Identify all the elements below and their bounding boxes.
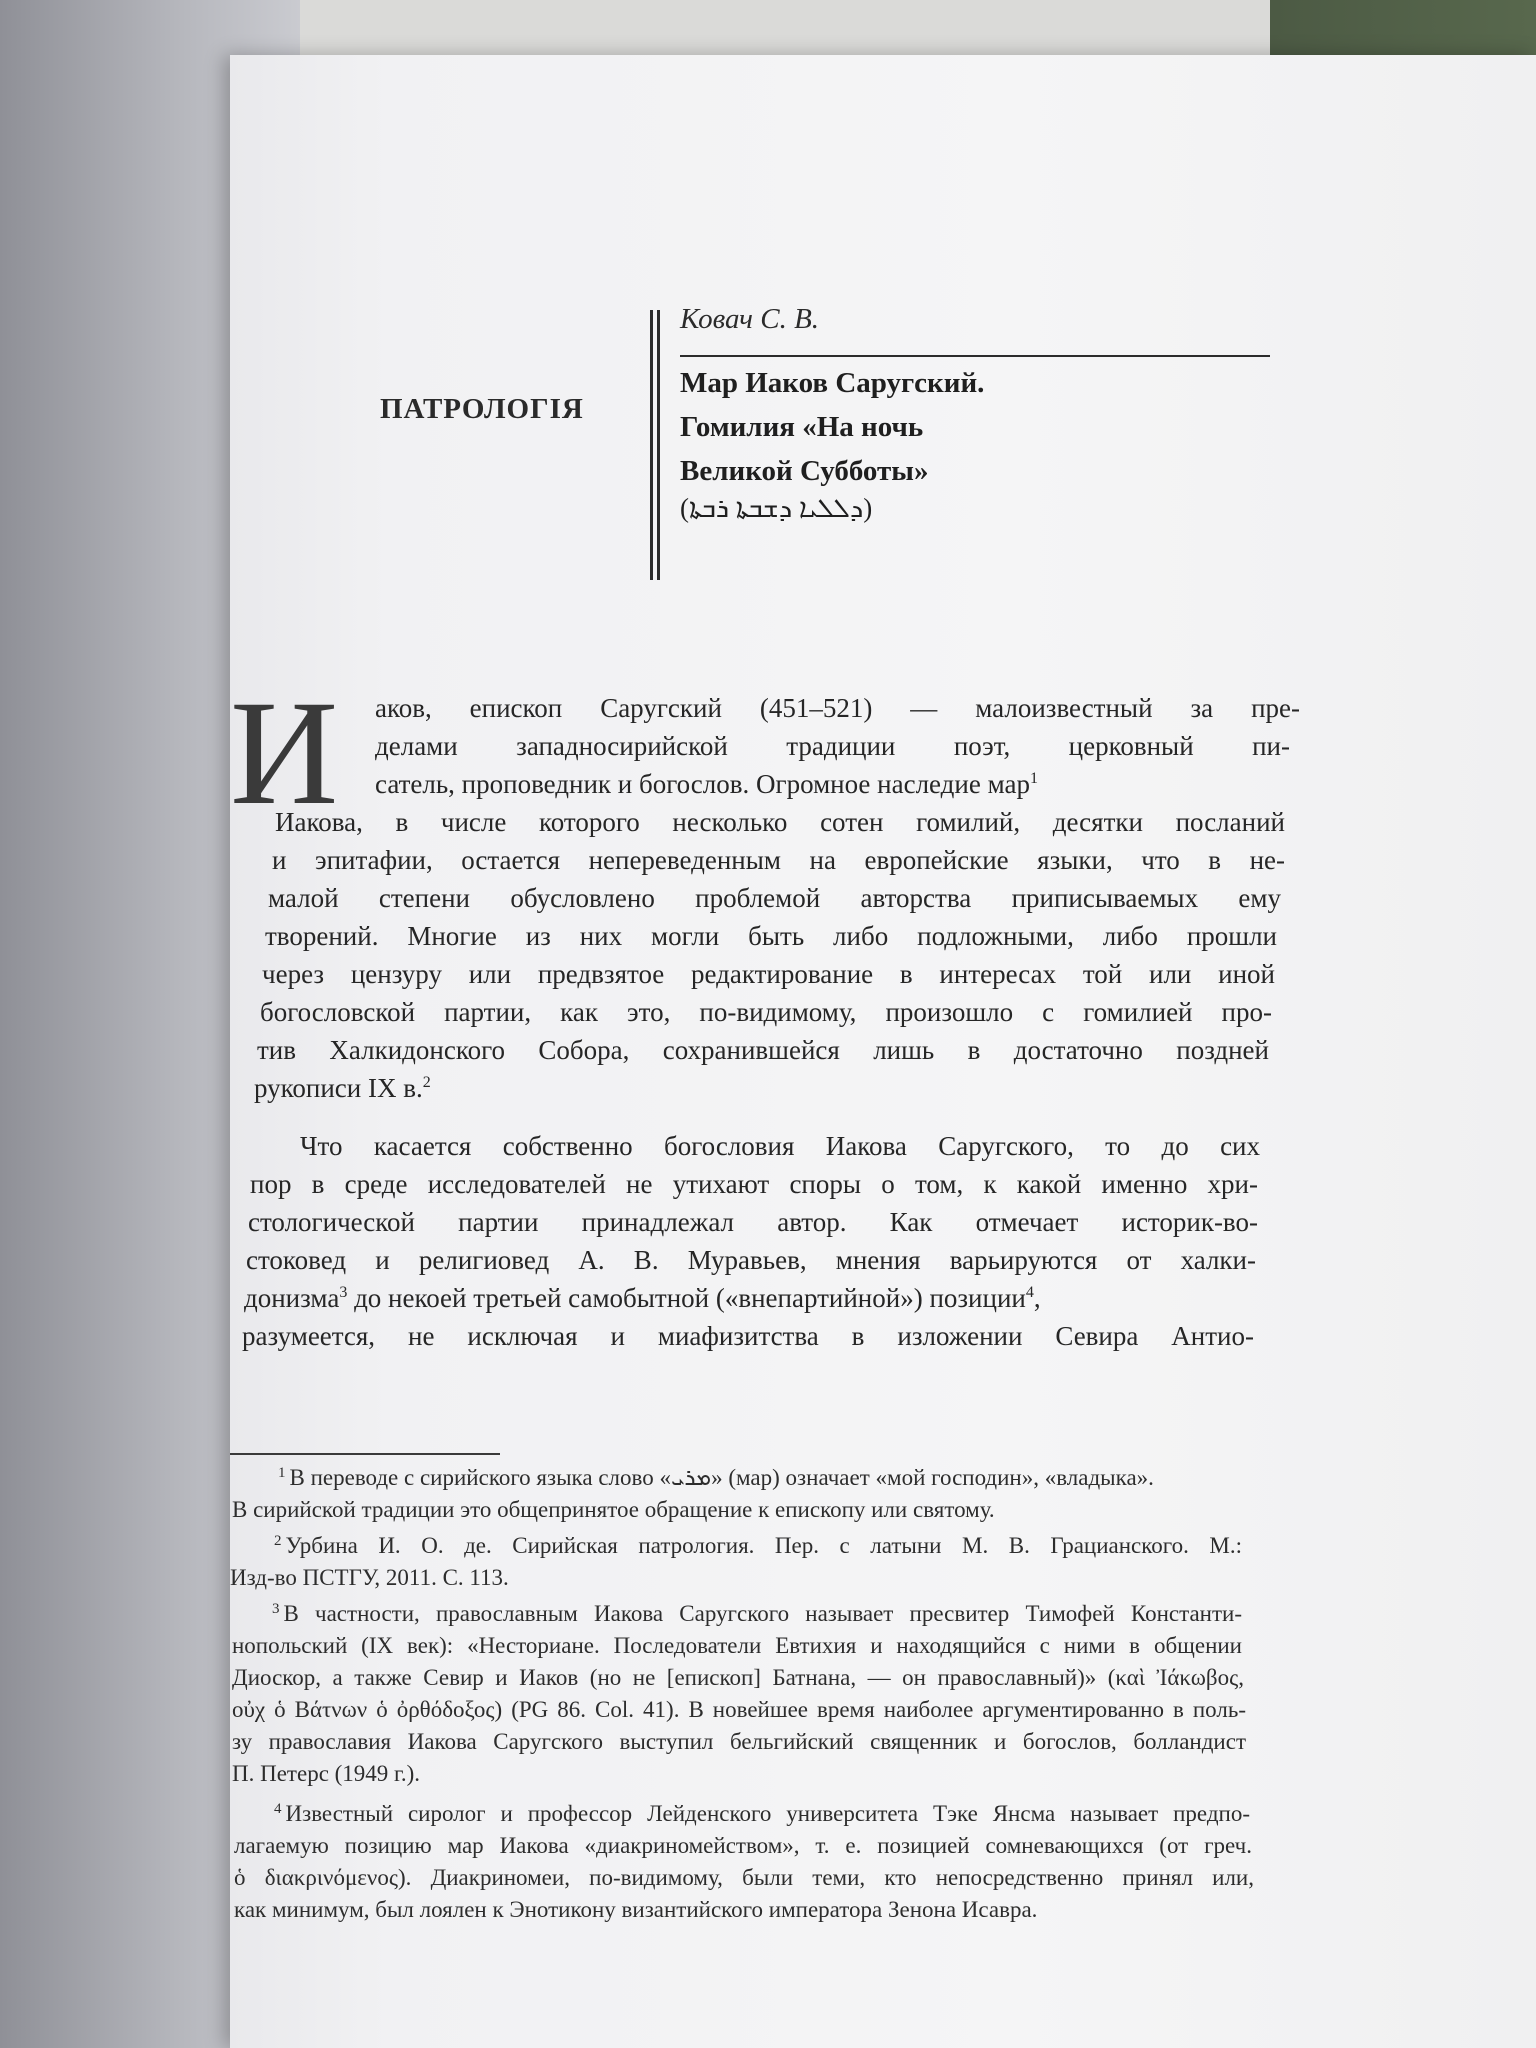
body-line: богословской партии, как это, по-видимому, произошло с гомилией про- xyxy=(260,997,1272,1027)
body-line: Иакова, в числе которого несколько сотен гомилий, десятки посланий xyxy=(275,807,1285,837)
note-mark: 3 xyxy=(339,1284,348,1301)
title-line: Великой Субботы» xyxy=(680,455,929,487)
body-line: пор в среде исследователей не утихают споры о том, к какой именно хри- xyxy=(250,1169,1258,1199)
footnote-line: οὐχ ὁ Βάτνων ὁ ὀρθόδοξος) (PG 86. Col. 41). В новейшее время наиболее аргументированно в поль- xyxy=(232,1697,1246,1722)
footnote-line: Диоскор, а также Севир и Иаков (но не [епископ] Батнана, — он православный)» (καὶ Ἰάκωβος, xyxy=(232,1665,1244,1690)
book-page xyxy=(230,55,1536,2048)
article-title xyxy=(680,361,1240,493)
footnote-1: $^1$ В переводе с сирийского языка слово «ܡܪܝ» (мар) означает «мой господин», «владыка». xyxy=(278,1465,1154,1490)
body-line: делами западносирийской традиции поэт, церковный пи- xyxy=(375,731,1290,761)
body-line: рукописи IX в.$^2$ xyxy=(254,1073,431,1103)
title-line: Гомилия «На ночь xyxy=(680,411,924,443)
body-line: разумеется, не исключая и миафизитства в изложении Севира Антио- xyxy=(242,1321,1254,1351)
note-mark: 1 xyxy=(1030,770,1038,787)
note-mark: 2 xyxy=(422,1074,431,1091)
footnote-2: $^2$ Урбина И. О. де. Сирийская патрология. Пер. с латыни М. В. Грацианского. М.: xyxy=(274,1533,1242,1558)
body-line: через цензуру или предвзятое редактирование в интересах той или иной xyxy=(262,959,1275,989)
footnote-line: ὁ διακρινόμενος). Диакриномеи, по-видимому, были теми, кто непосредственно принял или, xyxy=(234,1865,1254,1890)
footnote-line: П. Петерс (1949 г.). xyxy=(232,1761,421,1786)
body-line: творений. Многие из них могли быть либо подложными, либо прошли xyxy=(265,921,1277,951)
footnote-3: $^3$ В частности, православным Иакова Саругского называет пресвитер Тимофей Константи- xyxy=(272,1601,1242,1626)
footnote-line: лагаемую позицию мар Иакова «диакриномейством», т. е. позицией сомневающихся (от греч. xyxy=(234,1833,1252,1858)
body-line: малой степени обусловлено проблемой авторства приписываемых ему xyxy=(268,883,1281,913)
syriac-title: (ܕܠܠܝܐ ܕܫܒܬܐ ܪܒܬܐ) xyxy=(680,493,873,523)
body-line: стологической партии принадлежал автор. Как отмечает историк-во- xyxy=(248,1207,1258,1237)
body-line: сатель, проповедник и богослов. Огромное наследие мар$^1$ xyxy=(375,769,1038,799)
body-line: и эпитафии, остается непереведенным на европейские языки, что в не- xyxy=(272,845,1285,875)
footnote-line: В сирийской традиции это общепринятое обращение к епископу или святому. xyxy=(232,1497,995,1522)
body-line: тив Халкидонского Собора, сохранившейся лишь в достаточно поздней xyxy=(257,1035,1269,1065)
footnote-line: Изд-во ПСТГУ, 2011. С. 113. xyxy=(230,1565,509,1590)
section-label: ПАТРОЛОГІЯ xyxy=(380,393,584,425)
footnote-line: нопольский (IX век): «Несториане. Последователи Евтихия и находящийся с ними в общении xyxy=(232,1633,1242,1658)
body-line: аков, епископ Саругский (451–521) — малоизвестный за пре- xyxy=(375,693,1300,723)
body-line: стоковед и религиовед А. В. Муравьев, мнения варьируются от халки- xyxy=(246,1245,1256,1275)
syriac-title-text: ܕܠܠܝܐ ܕܫܒܬܐ ܪܒܬܐ xyxy=(689,493,864,523)
drop-cap: И xyxy=(230,670,339,836)
vertical-rule xyxy=(650,310,653,580)
title-line: Мар Иаков Саругский. xyxy=(680,367,985,399)
body-line: Что касается собственно богословия Иакова Саругского, то до сих xyxy=(300,1131,1260,1161)
footnote-line: зу православия Иакова Саругского выступил бельгийский священник и богослов, болландист xyxy=(232,1729,1246,1754)
footnote-line: как минимум, был лоялен к Энотикону византийского императора Зенона Исавра. xyxy=(234,1897,1038,1922)
article-author: Ковач С. В. xyxy=(680,303,820,335)
footnote-4: $^4$ Известный сиролог и профессор Лейденского университета Тэке Янсма называет предпо- xyxy=(274,1801,1250,1826)
vertical-rule xyxy=(657,310,660,580)
title-rule xyxy=(680,355,1270,357)
footnote-rule xyxy=(230,1453,500,1455)
note-mark: 4 xyxy=(1025,1284,1034,1301)
body-line: донизма$^3$ до некоей третьей самобытной («внепартийной») позиции$^4$, xyxy=(244,1283,1041,1313)
